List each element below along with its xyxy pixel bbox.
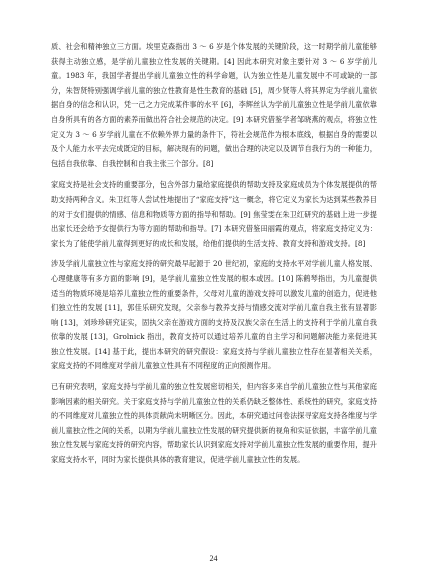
paragraph-1: 质、社会和精神独立三方面。埃里克森指出 3 ～ 6 岁是个体发展的关键阶段，这一时期学前儿童能够获得主动独立感，是学前儿童独立性发展的关键期。[4] 因此本研究对象主要针对 3 ～ 6 岁学前儿童。1983 年，我国学者提出学前儿童独立性的科学命题，认为独立性是儿童发展中不可或缺的一部分，朱智贤特别强调学前儿童的独立性教育是性生教育的基础 [5]，周少贤等人将其界定为学前儿童依据自身的信念和认识，凭一己之力完成某件事的水平 [6]，李辉丝认为学前儿童独立性是学前儿童依靠自身所具有的各方面的素养而做出符合社会规范的决定。[9] 本研究借鉴学者邹晓燕的观点，将独立性定义为 3 ～ 6 岁学前儿童在不依赖外界力量的条件下，符社会规范作为根本底线，根据自身的需要以及个人能力水平去完成既定的目标，解决现有的问题，做出合理的决定以及调节自我行为的一种能力，包括自我依靠、自我控制和自我主张三个部分。[8]: [51, 42, 377, 168]
paragraph-2: 家庭支持是社会支持的重要部分，包含外部力量给家庭提供的帮助支持及家庭成员为个体发展提供的帮助支持两种含义。朱卫红等人尝试性地提出了“家庭支持”这一概念，将它定义为家长为达到某些教养目的对于女们提供的情感、信息和物质等方面的指导和帮助。[9] 焦莹雯在朱卫红研究的基础上进一步提出家长还会给予女提供行为等方面的帮助和指导。[7] 本研究借鉴田丽霞的观点，将家庭支持定义为：家长为了能使学前儿童得到更好的成长和发展，给他们提供的生活支持、教育支持和游戏支持。[8]: [51, 180, 377, 248]
paragraph-3: 涉及学前儿童独立性与家庭支持的研究最早起源于 20 世纪初，家庭的支持水平对学前儿童人格发展、心理健康等有多方面的影响 [9]，是学前儿童独立性发展的根本或因。[10] 陈鹤琴指出，为儿童提供适当的物质环境是培养儿童独立性的重要条件，父母对儿童的游戏支持可以激发儿童的创造力，促进他们独立性的发展 [11]，郭佳乐研究发现，父亲参与教养支持与情感交流对学前儿童自我主张有显著影响 [13]，刘珍珍研究证实，固执父亲在游戏方面的支持及汉族父亲在生活上的支持利于学前儿童自我依靠的发展 [13]，Grolnick 指出，教育支持可以通过培养儿童的自主学习和问题解决能力来促进其独立性发展。[14] 基于此，提出本研究的研究假设：家庭支持与学前儿童独立性存在显著相关关系，家庭支持的不同维度对学前儿童独立性具有不同程度的正向预测作用。: [51, 259, 377, 371]
page-number: 24: [209, 554, 218, 563]
body-text: [51, 40, 377, 474]
paragraph-4: 已有研究表明，家庭支持与学前儿童的独立性发展密切相关，但内容多来自学前儿童独立性与其他家庭影响因素的相关研究。关于家庭支持与学前儿童独立性的关系仍缺乏整体性、系统性的研究，家庭支持的不同维度对儿童独立性的具体贡献尚未明晰区分。因此，本研究通过问卷法探寻家庭支持各维度与学前儿童独立性之间的关系，以期为学前儿童独立性发展的研究提供新的视角和实证依据，丰富学前儿童独立性发展与家庭支持的研究内容，帮助家长认识到家庭支持对学前儿童独立性发展的重要作用，提升家庭支持水平，同时为家长提供具体的教育建议，促进学前儿童独立性的发展。: [51, 382, 377, 465]
